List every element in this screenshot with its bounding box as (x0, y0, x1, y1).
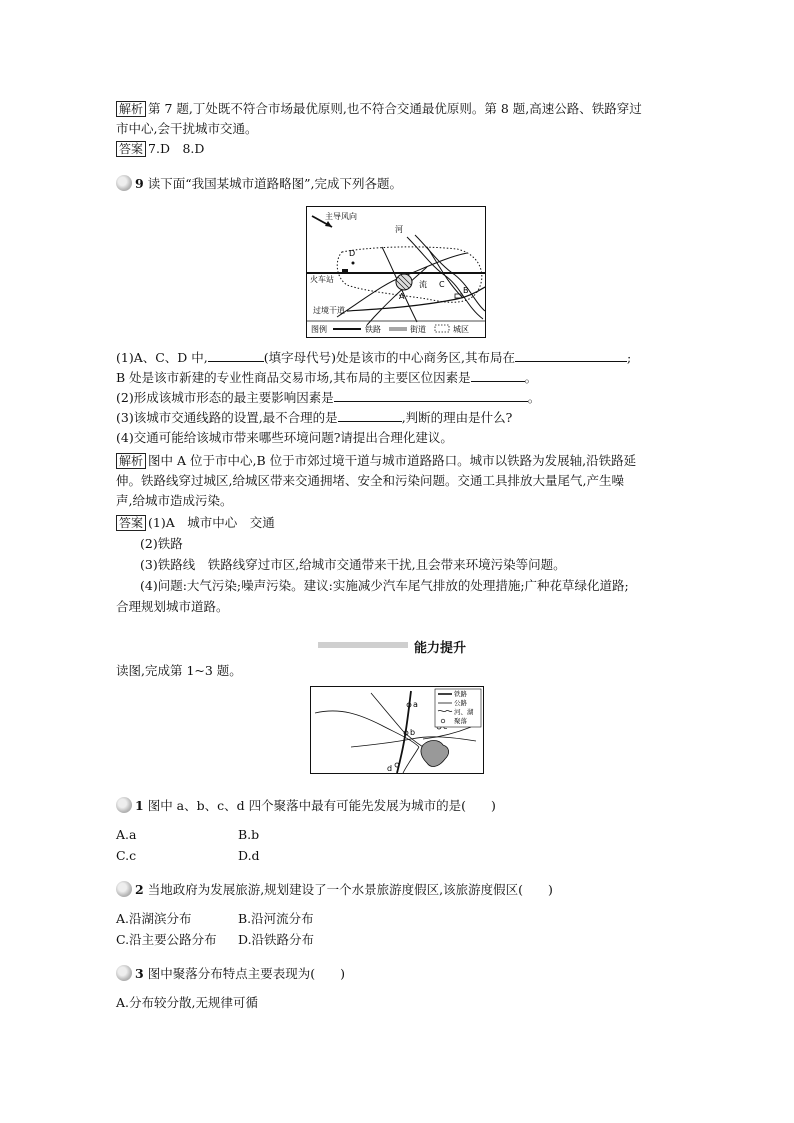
lake-shape (421, 741, 449, 767)
q2-number: 2 (135, 882, 144, 897)
station-label: 火车站 (310, 275, 334, 284)
legend-rail-label: 铁路 (365, 325, 381, 334)
river-line-3 (403, 747, 419, 773)
station-marker-icon (342, 269, 348, 274)
settlement-a-label: a (413, 700, 418, 709)
q1-option-B[interactable]: B.b (238, 827, 260, 842)
q1-stem (116, 797, 496, 814)
label-C: C (439, 280, 445, 289)
label-B: B (463, 286, 469, 295)
analysis-tag: 解析 (116, 453, 146, 469)
q2-option-D[interactable]: D.沿铁路分布 (238, 932, 315, 947)
river-line (407, 237, 483, 319)
q9-answer-1 (116, 514, 275, 531)
question-bullet-icon (116, 175, 132, 191)
answer-tag: 答案 (116, 141, 146, 157)
q3-stem-text: 图中聚落分布特点主要表现为( ) (147, 966, 345, 981)
q9-s3-text-a: (3)该城市交通线路的设置,最不合理的是 (116, 410, 338, 425)
q3-number: 3 (135, 966, 144, 981)
q1-option-A[interactable]: A.a (116, 827, 137, 842)
legend-street-label: 街道 (410, 325, 426, 334)
q2-option-B[interactable]: B.沿河流分布 (238, 911, 314, 926)
q9-s1-blank-1[interactable] (208, 349, 264, 362)
q9-sub1-line2 (116, 369, 537, 386)
legend-water-label: 河、湖 (454, 708, 474, 716)
analysis-tag: 解析 (116, 101, 146, 117)
transit-road-label: 过境干道 (313, 306, 345, 315)
question-bullet-icon (116, 965, 132, 981)
settlement-d-label: d (387, 764, 393, 773)
q2-option-C[interactable]: C.沿主要公路分布 (116, 932, 217, 947)
q9-s1-text-e: 。 (524, 370, 538, 385)
q9-s1-blank-2[interactable] (515, 349, 627, 362)
q9-s3-blank[interactable] (338, 409, 402, 422)
point-D-marker (352, 262, 355, 265)
label-A: A (399, 292, 405, 301)
q9-stem (116, 175, 402, 192)
q9-answer-4b: 合理规划城市道路。 (116, 599, 229, 614)
legend-settle-label: 聚落 (454, 717, 467, 725)
legend-city-label: 城区 (453, 325, 469, 334)
answer-tag: 答案 (116, 515, 146, 531)
q9-analysis-text1: 图中 A 位于市中心,B 位于市郊过境干道与城市道路路口。城市以铁路为发展轴,沿铁路延 (148, 453, 637, 468)
q78-analysis-line1 (116, 100, 642, 117)
q9-s2-blank[interactable] (334, 389, 528, 402)
wind-label: 主导风向 (325, 212, 357, 221)
q2-option-A[interactable]: A.沿湖滨分布 (116, 911, 192, 926)
legend-city-symbol (435, 325, 449, 332)
q9-analysis-line1 (116, 452, 636, 469)
question-bullet-icon (116, 881, 132, 897)
group-intro: 读图,完成第 1~3 题。 (116, 663, 242, 678)
q78-analysis-line2: 市中心,会干扰城市交通。 (116, 121, 258, 136)
settlement-map-svg (311, 687, 483, 773)
q9-s1-text-a: (1)A、C、D 中, (116, 350, 208, 365)
q9-s1-text-b: (填字母代号)处是该市的中心商务区,其布局在 (263, 350, 516, 365)
q9-sub3 (116, 409, 512, 426)
q9-s2-text-a: (2)形成该城市形态的最主要影响因素是 (116, 390, 334, 405)
q9-answer-2: (2)铁路 (140, 536, 183, 551)
q9-s1-text-d: B 处是该市新建的专业性商品交易市场,其布局的主要区位因素是 (116, 370, 471, 385)
q9-answer-1-text: (1)A 城市中心 交通 (148, 515, 275, 530)
section-heading: 能力提升 (414, 641, 467, 656)
q9-analysis-line3: 声,给城市造成污染。 (116, 493, 233, 508)
q9-analysis-line2: 伸。铁路线穿过城区,给城区带来交通拥堵、安全和污染问题。交通工具排放大量尾气,产生噪 (116, 473, 624, 488)
legend-title: 图例 (311, 325, 327, 334)
label-flow: 流 (419, 280, 427, 289)
q2-stem-text: 当地政府为发展旅游,规划建设了一个水景旅游度假区,该旅游度假区( ) (147, 882, 553, 897)
q9-answer-3: (3)铁路线 铁路线穿过市区,给城市交通带来干扰,且会带来环境污染等问题。 (140, 557, 566, 572)
q9-sub1-line1 (116, 349, 631, 366)
question-bullet-icon (116, 797, 132, 813)
road-line (351, 737, 476, 747)
q1-number: 1 (135, 798, 144, 813)
q9-s2-text-b: 。 (527, 390, 541, 405)
q1-option-C[interactable]: C.c (116, 848, 137, 863)
q9-s1-text-c: ; (627, 350, 632, 365)
section-heading-bar (318, 642, 408, 648)
q9-s1-blank-3[interactable] (471, 369, 525, 382)
street-line-2 (367, 267, 427, 325)
q9-number: 9 (135, 176, 144, 191)
label-D: D (349, 249, 356, 258)
legend-rail-label: 铁路 (454, 690, 467, 698)
q9-sub4: (4)交通可能给该城市带来哪些环境问题?请提出合理化建议。 (116, 430, 453, 445)
q3-stem (116, 965, 345, 982)
city-road-map (306, 206, 486, 338)
settlement-b-label: b (410, 728, 416, 737)
q9-answer-4a: (4)问题:大气污染;噪声污染。建议:实施减少汽车尾气排放的处理措施;广种花草绿化道路; (140, 578, 629, 593)
q9-s3-text-b: ,判断的理由是什么? (401, 410, 513, 425)
river-label: 河 (395, 225, 403, 234)
legend-road-label: 公路 (454, 699, 467, 707)
q1-option-D[interactable]: D.d (238, 848, 260, 863)
q78-answer-text: 7.D 8.D (148, 141, 205, 156)
q78-answer (116, 140, 204, 157)
q78-analysis-text1: 第 7 题,丁处既不符合市场最优原则,也不符合交通最优原则。第 8 题,高速公路、铁路穿过 (148, 101, 642, 116)
q9-stem-text: 读下面“我国某城市道路略图”,完成下列各题。 (147, 176, 402, 191)
q2-stem (116, 881, 553, 898)
q9-sub2 (116, 389, 540, 406)
city-road-map-svg (307, 207, 485, 337)
q3-option-A[interactable]: A.分布较分散,无规律可循 (116, 995, 258, 1010)
q1-stem-text: 图中 a、b、c、d 四个聚落中最有可能先发展为城市的是( ) (147, 798, 496, 813)
settlement-map (310, 686, 484, 774)
